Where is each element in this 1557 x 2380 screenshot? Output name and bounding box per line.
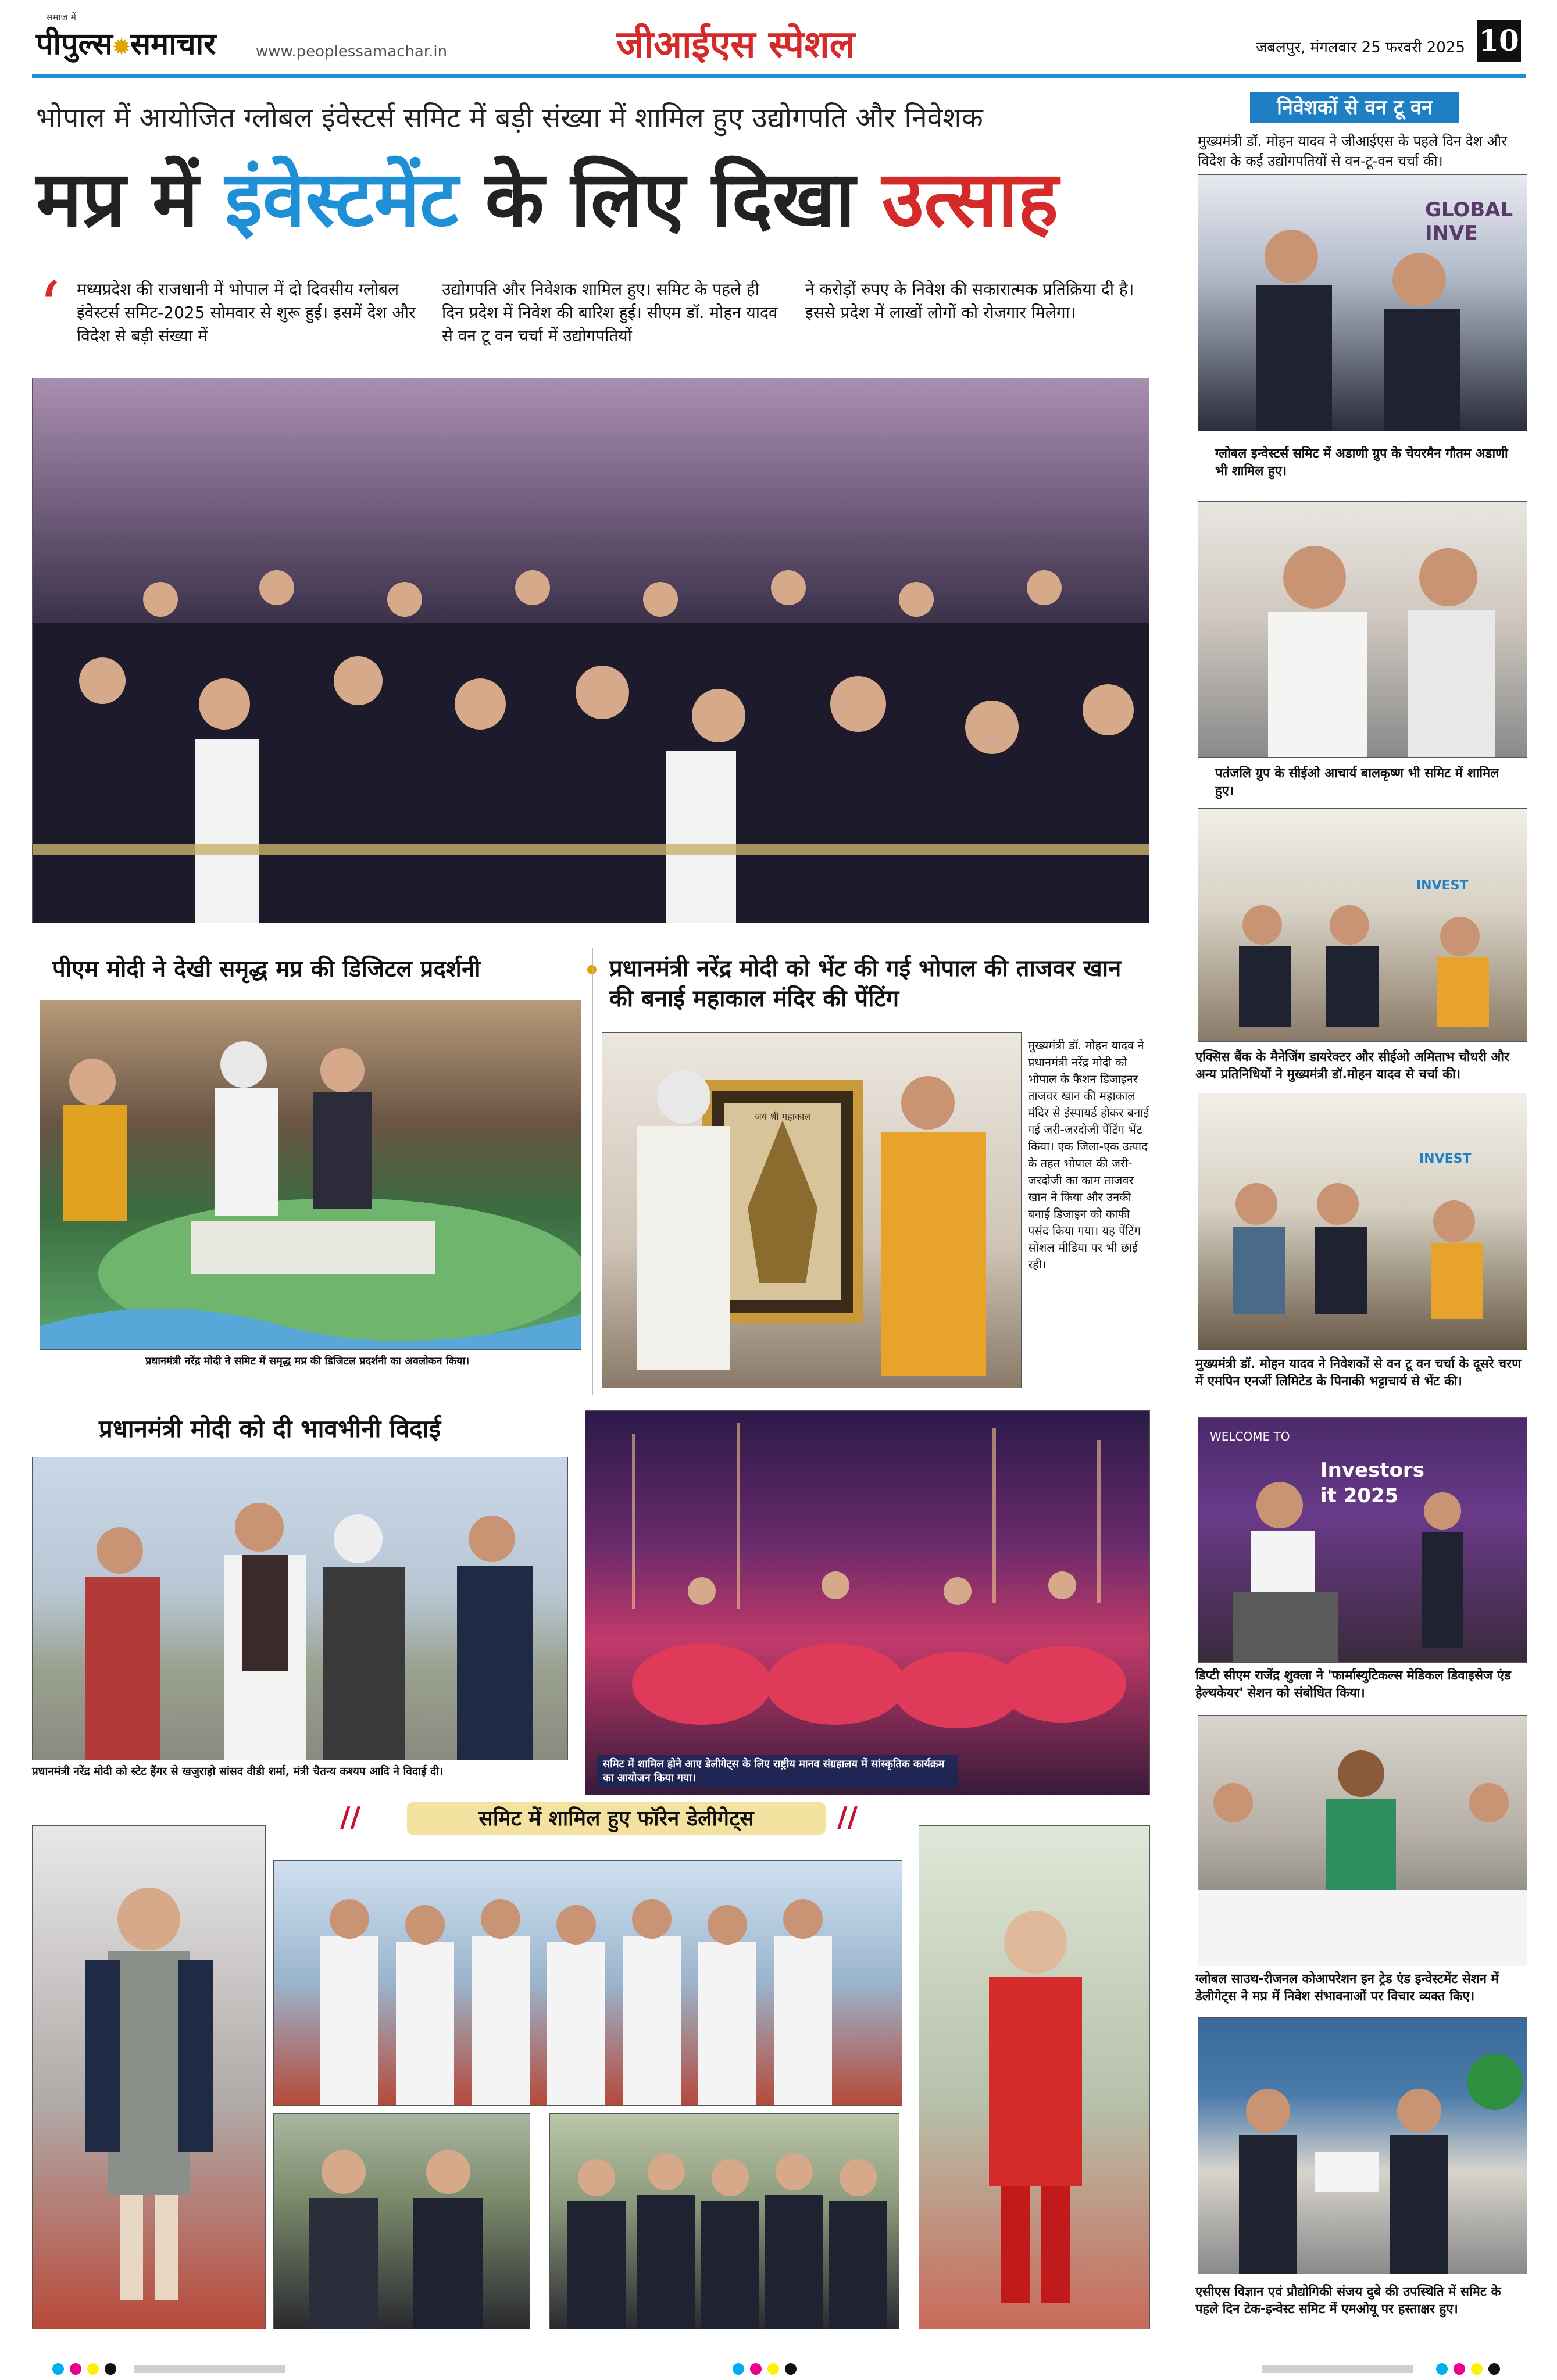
painting-frame-text: जय श्री महाकाल xyxy=(754,1111,811,1122)
delegate-illustration-2 xyxy=(274,1861,902,2105)
sidebar-title xyxy=(1250,92,1459,123)
sign-global-inv: GLOBAL INVE xyxy=(1425,198,1513,245)
painting-illustration xyxy=(602,1033,1021,1388)
delegates-banner-marks-left: // xyxy=(340,1801,361,1834)
color-registration-icon xyxy=(0,2360,1557,2378)
website: www.peoplessamachar.in xyxy=(256,43,448,60)
farewell-heading: प्रधानमंत्री मोदी को दी भावभीनी विदाई xyxy=(99,1414,441,1443)
painting-heading: प्रधानमंत्री नरेंद्र मोदी को भेंट की गई भोपाल की ताजवर खान की बनाई महाकाल मंदिर की पेंटिंग xyxy=(609,955,1122,1012)
sidebar-photo-3 xyxy=(1198,808,1527,1042)
delegate-photo-woman-red xyxy=(919,1825,1150,2329)
sidebar-photo-4 xyxy=(1198,1093,1527,1350)
painting-body: मुख्यमंत्री डॉ. मोहन यादव ने प्रधानमंत्री नरेंद्र मोदी को भोपाल के फैशन डिजाइनर ताजवर खान की महाकाल मंदिर से इंस्पायर्ड होकर बनाई गई जरी-जरदोजी पेंटिंग भेंट किया। एक जिला-एक उत्पाद के तहत भोपाल की जरी-जरदोजी का काम ताजवर खान ने किया और उनकी बनाई डिजाइन को काफी पसंद किया गया। यह पेंटिंग सोशल मीडिया पर भी छाई रही। xyxy=(1028,1038,1149,1271)
farewell-caption: प्रधानमंत्री नरेंद्र मोदी को स्टेट हैंगर से खजुराहो सांसद वीडी शर्मा, मंत्री चैतन्य कश्यप आदि ने विदाई दी। xyxy=(32,1765,444,1778)
page-number-text: 10 xyxy=(1479,23,1519,58)
dateline: जबलपुर, मंगलवार 25 फरवरी 2025 xyxy=(1256,39,1465,56)
lead-kicker: भोपाल में आयोजित ग्लोबल इंवेस्टर्स समिट में बड़ी संख्या में शामिल हुए उद्योगपति और निवेशक xyxy=(36,102,983,134)
summit-audience-photo xyxy=(32,378,1149,923)
column-divider xyxy=(592,948,593,1395)
sidebar-caption-4: मुख्यमंत्री डॉ. मोहन यादव ने निवेशकों से वन टू वन चर्चा के दूसरे चरण में एमपिन एनर्जी लिमिटेड के पिनाकी भट्टाचार्य से भेंट की। xyxy=(1195,1357,1522,1389)
sidebar-photo-7 xyxy=(1198,2017,1527,2274)
logo-left: पीपुल्स xyxy=(36,26,113,62)
sidebar-caption-5: डिप्टी सीएम राजेंद्र शुक्ला ने 'फार्मास्युटिकल्स मेडिकल डिवाइसेज एंड हेल्थकेयर' सेशन को संबोधित किया। xyxy=(1195,1668,1511,1700)
deputy-cm-illustration xyxy=(1198,1418,1527,1662)
lead-headline xyxy=(36,150,1058,249)
sidebar-photo-5 xyxy=(1198,1417,1527,1663)
lead-col-3: ने करोड़ों रुपए के निवेश की सकारात्मक प्रतिक्रिया दी है। इससे प्रदेश में लाखों लोगों को रोजगार मिलेगा। xyxy=(805,280,1134,322)
cultural-caption: समिट में शामिल होने आए डेलीगेट्स के लिए राष्ट्रीय मानव संग्रहालय में सांस्कृतिक कार्यक्रम का आयोजन किया गया। xyxy=(597,1755,958,1788)
sign-year: it 2025 xyxy=(1320,1484,1399,1507)
farewell-photo xyxy=(32,1457,568,1760)
axis-bank-illustration xyxy=(1198,809,1527,1041)
delegate-photo-european-group xyxy=(549,2113,899,2329)
quote-mark-icon: ‘ xyxy=(38,267,61,348)
lead-col-2: उद्योगपति और निवेशक शामिल हुए। समिट के पहले ही दिन प्रदेश में निवेश की बारिश हुई। सीएम डॉ. मोहन यादव से वन टू वन चर्चा में उद्योगपतियों xyxy=(442,280,778,345)
digital-expo-photo xyxy=(40,1000,581,1350)
sidebar-intro: मुख्यमंत्री डॉ. मोहन यादव ने जीआईएस के पहले दिन देश और विदेश के कई उद्योगपतियों से वन-टू-वन चर्चा की। xyxy=(1198,133,1507,169)
headline-part4: उत्साह xyxy=(881,154,1059,244)
masthead-rule xyxy=(32,74,1526,78)
delegates-banner-marks-right: // xyxy=(837,1801,858,1834)
delegates-banner xyxy=(407,1802,826,1835)
delegate-illustration-5 xyxy=(919,1826,1149,2329)
sidebar-photo-6 xyxy=(1198,1715,1527,1966)
sign-investors: Investors xyxy=(1320,1459,1424,1482)
sidebar-caption-6: ग्लोबल साउथ-रीजनल कोआपरेशन इन ट्रेड एंड इन्वेस्टमेंट सेशन में डेलीगेट्स ने मप्र में निवेश संभावनाओं पर विचार व्यक्त किए। xyxy=(1195,1972,1499,2004)
logo-right: समाचार xyxy=(130,26,216,62)
headline-part3: के लिए दिखा xyxy=(485,154,855,244)
global-south-illustration xyxy=(1198,1716,1527,1966)
delegate-photo-woman-grey xyxy=(32,1825,266,2329)
headline-part2: इंवेस्टमेंट xyxy=(224,154,459,244)
sidebar-caption-1: ग्लोबल इन्वेस्टर्स समिट में अडाणी ग्रुप के चेयरमैन गौतम अडाणी भी शामिल हुए। xyxy=(1215,446,1508,478)
sign-welcome: WELCOME TO xyxy=(1210,1430,1290,1443)
sign-invest-2: INVEST xyxy=(1419,1152,1472,1166)
delegate-illustration-4 xyxy=(550,2114,899,2329)
registration-marks xyxy=(0,2360,1557,2378)
sidebar-photo-2 xyxy=(1198,501,1527,758)
page-number xyxy=(1477,20,1521,62)
painting-gift-photo xyxy=(602,1032,1022,1388)
section-title: जीआईएस स्पेशल xyxy=(616,23,855,66)
farewell-illustration xyxy=(33,1457,567,1760)
sidebar-photo-1 xyxy=(1198,174,1527,431)
delegate-photo-asian-men xyxy=(273,2113,530,2329)
expo-model-illustration xyxy=(40,1000,581,1349)
lead-col-1: मध्यप्रदेश की राजधानी में भोपाल में दो दिवसीय ग्लोबल इंवेस्टर्स समिट-2025 सोमवार से शुरू हुई। इसमें देश और विदेश से बड़ी संख्या में xyxy=(77,280,416,345)
headline-part1: मप्र में xyxy=(36,154,198,244)
digital-expo-heading: पीएम मोदी ने देखी समृद्ध मप्र की डिजिटल प्रदर्शनी xyxy=(52,955,481,982)
cultural-program-photo xyxy=(585,1410,1150,1795)
sidebar-caption-2: पतंजलि ग्रुप के सीईओ आचार्य बालकृष्ण भी समिट में शामिल हुए। xyxy=(1215,766,1499,798)
logo-tagline: समाज में xyxy=(47,12,77,23)
dancers-illustration xyxy=(585,1411,1149,1795)
delegate-illustration-1 xyxy=(33,1826,265,2329)
digital-expo-caption: प्रधानमंत्री नरेंद्र मोदी ने समिट में समृद्ध मप्र की डिजिटल प्रदर्शनी का अवलोकन किया। xyxy=(145,1355,470,1367)
sidebar-caption-3: एक्सिस बैंक के मैनेजिंग डायरेक्टर और सीईओ अमिताभ चौधरी और अन्य प्रतिनिधियों ने मुख्यमंत्री डॉ.मोहन यादव से चर्चा की। xyxy=(1195,1050,1509,1082)
crowd-illustration xyxy=(33,378,1149,923)
mou-signing-illustration xyxy=(1198,2018,1527,2274)
delegate-illustration-3 xyxy=(274,2114,530,2329)
mpin-energy-illustration xyxy=(1198,1093,1527,1349)
balkrishna-illustration xyxy=(1198,502,1527,757)
sidebar-title-text: निवेशकों से वन टू वन xyxy=(1277,96,1433,119)
delegate-photo-group-white xyxy=(273,1860,902,2106)
logo-star-icon: ✹ xyxy=(112,35,130,59)
sidebar-caption-7: एसीएस विज्ञान एवं प्रौद्योगिकी संजय दुबे की उपस्थिति में समिट के पहले दिन टेक-इन्वेस्ट समिट में एमओयू पर हस्ताक्षर हुए। xyxy=(1195,2285,1501,2317)
delegates-banner-text: समिट में शामिल हुए फॉरेन डेलीगेट्स xyxy=(478,1806,754,1831)
sign-invest-1: INVEST xyxy=(1416,878,1469,893)
masthead xyxy=(0,0,1557,87)
logo xyxy=(36,22,216,63)
